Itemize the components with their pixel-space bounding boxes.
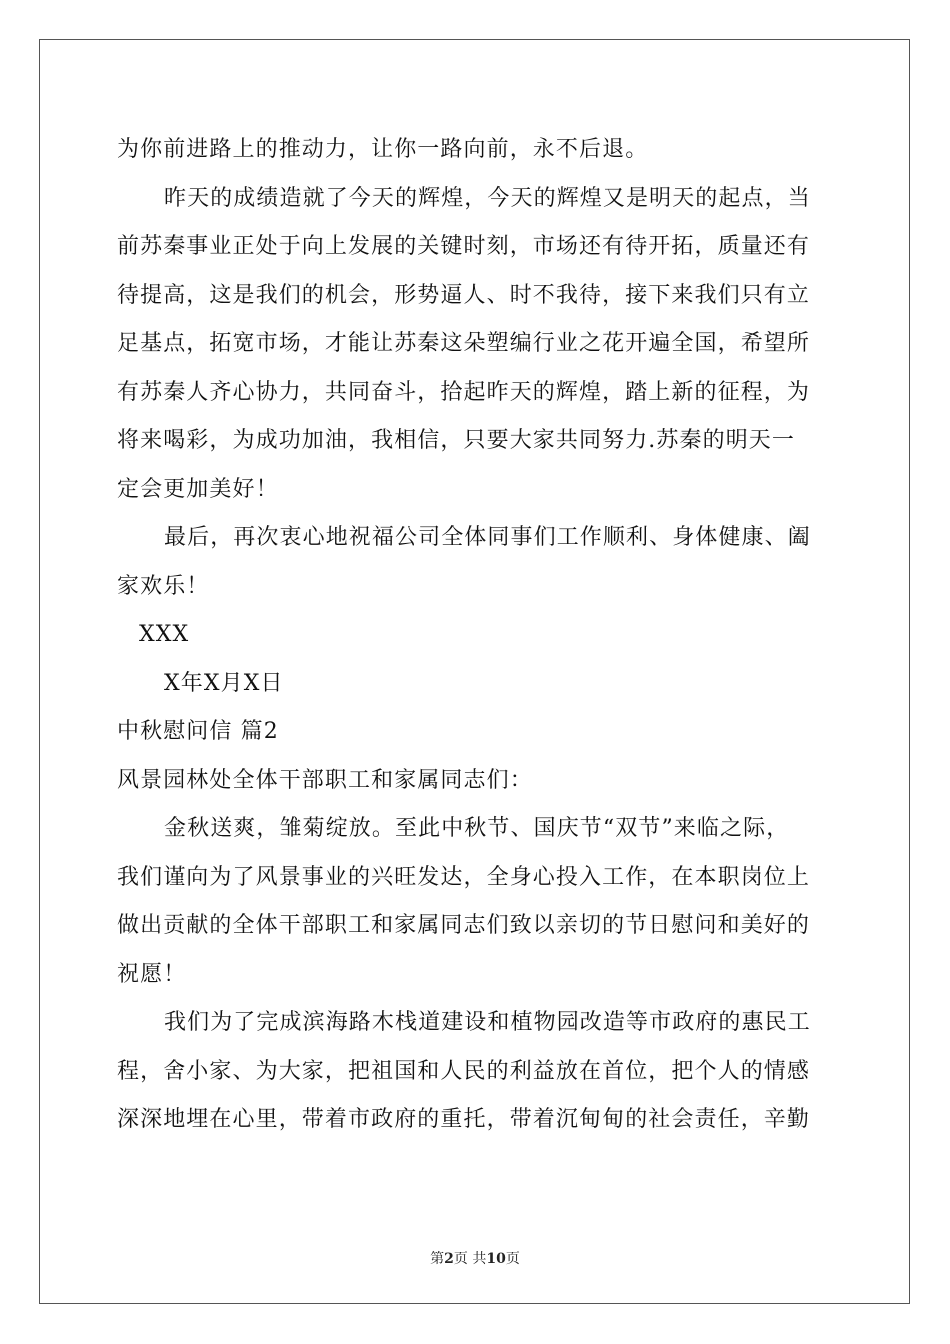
- text-line: 将来喝彩，为成功加油，我相信，只要大家共同努力.苏秦的明天一: [117, 428, 795, 453]
- text-line: 有苏秦人齐心协力，共同奋斗，拾起昨天的辉煌，踏上新的征程，为: [117, 379, 811, 405]
- text-line: 定会更加美好！: [117, 476, 279, 502]
- text-line: 深深地埋在心里，带着市政府的重托，带着沉甸甸的社会责任，辛勤: [117, 1107, 811, 1132]
- text-line: 前苏秦事业正处于向上发展的关键时刻，市场还有待开拓，质量还有: [117, 234, 811, 259]
- text-line: 家欢乐！: [117, 573, 210, 599]
- date-line: X年X月X日: [164, 670, 284, 696]
- page-footer: [0, 1248, 950, 1268]
- signature: XXX: [139, 622, 190, 647]
- text-line: 程，舍小家、为大家，把祖国和人民的利益放在首位，把个人的情感: [117, 1058, 811, 1084]
- total-page-count: 10: [486, 1251, 506, 1267]
- footer-middle: 页 共: [453, 1251, 487, 1267]
- paragraph-start-line: 昨天的成绩造就了今天的辉煌，今天的辉煌又是明天的起点，当: [164, 185, 811, 211]
- current-page-number: 2: [444, 1251, 454, 1267]
- salutation: 风景园林处全体干部职工和家属同志们：: [117, 767, 533, 793]
- text-line: 足基点，拓宽市场，才能让苏秦这朵塑编行业之花开遍全国，希望所: [117, 331, 811, 356]
- text-line: 我们谨向为了风景事业的兴旺发达，全身心投入工作，在本职岗位上: [117, 864, 811, 890]
- document-body: [117, 126, 835, 1145]
- paragraph-start-line: 我们为了完成滨海路木栈道建设和植物园改造等市政府的惠民工: [164, 1010, 811, 1035]
- section-heading: 中秋慰问信 篇2: [117, 719, 279, 744]
- paragraph-start-line: 最后，再次衷心地祝福公司全体同事们工作顺利、身体健康、阖: [164, 525, 811, 550]
- text-line: 祝愿！: [117, 961, 187, 987]
- footer-prefix: 第: [430, 1251, 445, 1267]
- footer-suffix: 页: [505, 1251, 520, 1267]
- text-line: 待提高，这是我们的机会，形势逼人、时不我待，接下来我们只有立: [117, 282, 811, 308]
- paragraph-start-line: 金秋送爽，雏菊绽放。至此中秋节、国庆节“双节”来临之际，: [164, 816, 790, 841]
- text-line: 做出贡献的全体干部职工和家属同志们致以亲切的节日慰问和美好的: [117, 913, 811, 938]
- text-line: 为你前进路上的推动力，让你一路向前，永不后退。: [117, 137, 649, 162]
